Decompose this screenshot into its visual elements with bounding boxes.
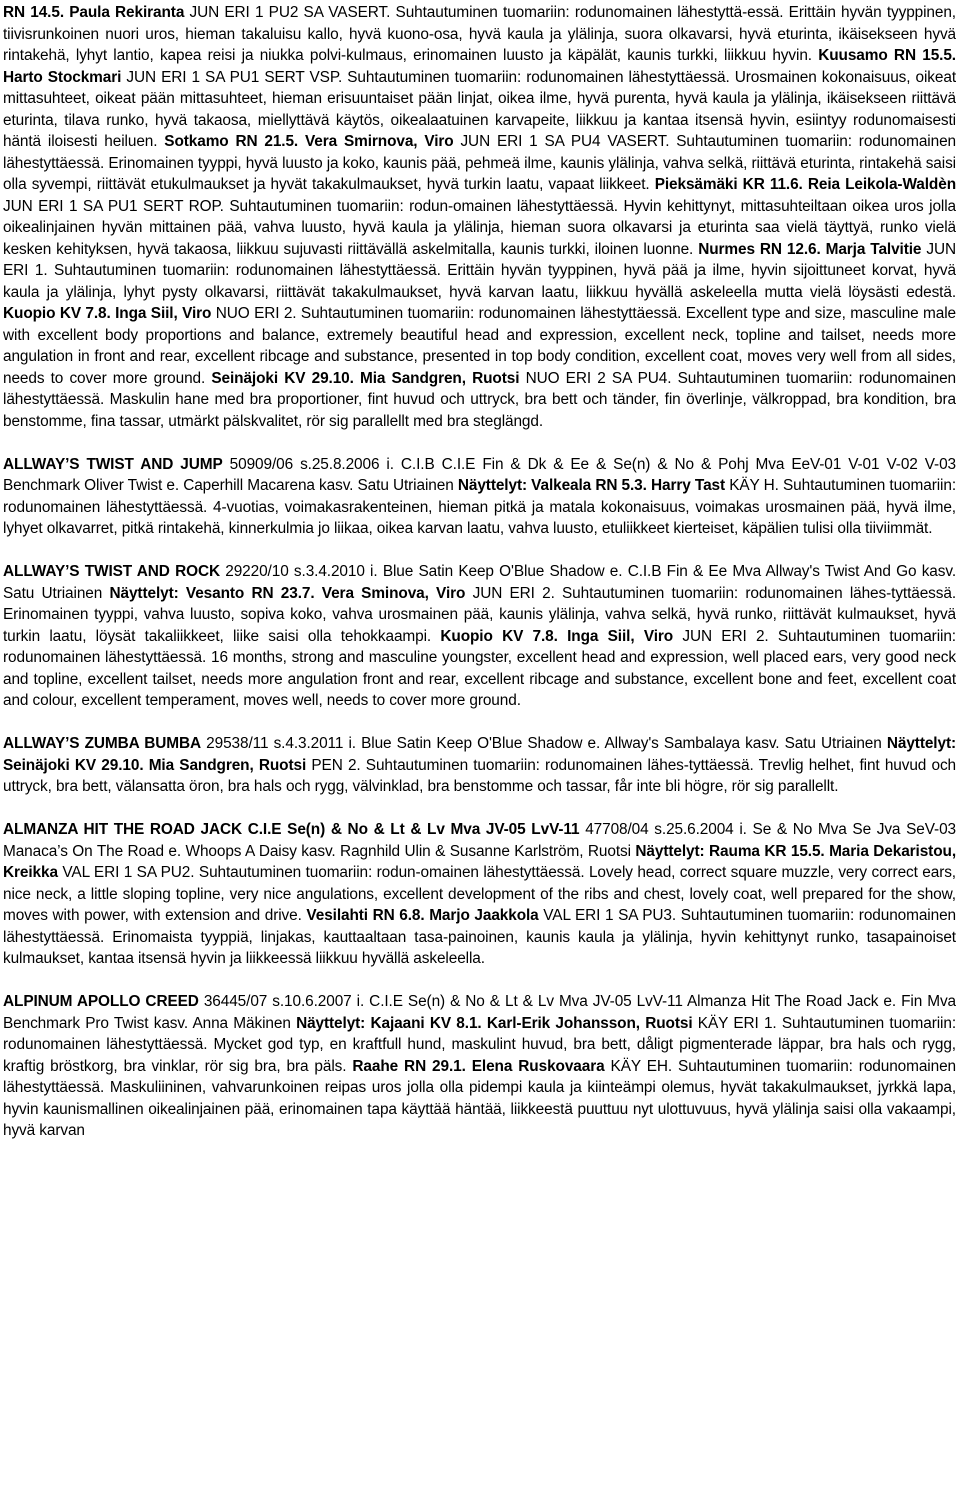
dog-entry-paragraph (3, 733, 956, 798)
text-run: PEN 2. Suhtautuminen tuomariin: rodunomainen lähes-tyttäessä. Trevlig helhet, fint huvud och uttryck, bra bett, välansatta öron, bra hals och rygg, välvinklad, bra benstomme och tassar, får inte bli högre, rör sig parallellt. (3, 756, 956, 795)
bold-text-run: ALPINUM APOLLO CREED (3, 993, 199, 1010)
bold-text-run: Kuopio KV 7.8. Inga Siil, Viro (440, 627, 674, 645)
dog-entry-paragraph (3, 2, 956, 432)
text-run: 29220/10 s.3.4.2010 i. Blue Satin Keep O'Blue Shadow e. C.I.B Fin & Ee Mva Allway's Twist And Go kasv. Satu Utriainen (3, 563, 956, 602)
text-run: KÄY EH. Suhtautuminen tuomariin: rodunomainen lähestyttäessä. Maskuliininen, vahvarunkoinen reipas uros jolla olla pidempi kaula ja kiinteämpi olemus, hyvät takakulmaukset, jyrkkä lapa, hyvin kaunismallinen oikealinjainen pää, erinomainen tapa käyttää häntää, liikkeestä puuttuu nyt ulottuvuus, hyvä ylälinja saisi olla vakaampi, hyvä karvan (3, 1057, 956, 1139)
text-run: KÄY ERI 1. Suhtautuminen tuomariin: rodunomainen lähestyttäessä. Mycket god typ, en kraftfull hund, maskulint huvud, bra bett, dåligt pigmenterade läppar, bra hals och rygg, kraftig bröstkorg, bra vinklar, rör sig bra, bra päls. (3, 1014, 956, 1075)
text-run: 47708/04 s.25.6.2004 i. Se & No Mva Se Jva SeV-03 Manaca’s On The Road e. Whoops A Daisy kasv. Ragnhild Ulin & Susanne Karlström, Ruotsi (3, 821, 956, 860)
dog-entry-paragraph (3, 454, 956, 540)
text-run: JUN ERI 1 SA PU1 SERT ROP. Suhtautuminen tuomariin: rodun-omainen lähestyttäessä. Hyvin kehittynyt, mittasuhteiltaan oikea uros jolla oikealinjainen hyvän mittainen pää, vahva luusto, hyvä kaula ja ylälinja, hieman suora olkavarsi ja eturinta saa vielä täyttyä, runko vielä kesken kehityksen, hyvä takaosa, liikkuu sujuvasti riittävällä askelmitalla, kaunis turkki, iloinen luonne. (3, 197, 956, 258)
text-run: NUO ERI 2. Suhtautuminen tuomariin: rodunomainen lähestyttäessä. Excellent type and size, masculine male with excellent body proportions and balance, extremely beautiful head and expression, excellent neck, topline and tailset, needs more angulation in front and rear, excellent ribcage and substance, presented in top body condition, excellent coat, moves very well from all sides, needs to cover more ground. (3, 305, 956, 387)
dog-entry-paragraph (3, 819, 956, 970)
bold-text-run: Raahe RN 29.1. Elena Ruskovaara (352, 1057, 605, 1075)
text-run: JUN ERI 1 SA PU1 SERT VSP. Suhtautuminen tuomariin: rodunomainen lähestyttäessä. Urosmainen kokonaisuus, oikeat mittasuhteet, oikeat pään mittasuhteet, hieman erisuuntaiset pään linjat, oikea ilme, hyvä purenta, hyvä kaula ja ylälinja, ikäisekseen riittävä eturinta, tilava runko, hyvä takaosa, miellyttävä käytös, oikealaatuinen karvapeite, liikkuu ja kantaa itsensä hyvin, esiintyy rodunomaisesti häntä iloisesti heiluen. (3, 68, 956, 150)
text-run: VAL ERI 1 SA PU3. Suhtautuminen tuomariin: rodunomainen lähestyttäessä. Erinomaista tyyppiä, linjakas, kauttaaltaan tasa-painoinen, kaunis kaula ja ylälinja, hyvin kehittynyt runko, tasapainoiset kulmaukset, kantaa itsensä hyvin ja liikkeessä liikkuu hyvällä askeleella. (3, 907, 956, 967)
bold-text-run: Näyttelyt: Rauma KR 15.5. Maria Dekaristou, Kreikka (3, 842, 956, 881)
bold-text-run: ALLWAY’S TWIST AND JUMP (3, 455, 223, 473)
text-run: JUN ERI 1. Suhtautuminen tuomariin: rodunomainen lähestyttäessä. Erittäin hyvän tyyppinen, hyvä pää ja ilme, hyvin sijoittuneet korvat, hyvä kaula ja ylälinja, lyhyt pysty olkavarsi, riittävät takakulmaukset, hyvä karvan laatu, liikkuu hyvällä askeleella mutta vielä löysästi edestä. (3, 240, 956, 301)
dog-entry-paragraph (3, 561, 956, 712)
text-run: JUN ERI 1 PU2 SA VASERT. Suhtautuminen tuomariin: rodunomainen lähestyttä-essä. Erittäin hyvän tyyppinen, tiivisrunkoinen nuori uros, hieman takaluisu kallo, hyvä kuono-osa, hyvä kaula ja ylälinja, suora olkavarsi, hyvä eturinta, ikäisekseen hyvä rintakehä, lyhyt lantio, kapea reisi ja niukka polvi-kulmaus, erinomainen luusto ja käpälät, kaunis turkki, liikkuu hyvin. (3, 4, 956, 64)
text-run: VAL ERI 1 SA PU2. Suhtautuminen tuomariin: rodun-omainen lähestyttäessä. Lovely head, correct square muzzle, very correct ears, nice neck, a little sloping topline, very nice angulations, excellent development of the ribs and chest, lovely coat, well prepared for the show, moves with power, with extension and drive. (3, 864, 956, 924)
bold-text-run: Näyttelyt: Seinäjoki KV 29.10. Mia Sandgren, Ruotsi (3, 735, 956, 774)
bold-text-run: ALLWAY’S TWIST AND ROCK (3, 563, 220, 580)
bold-text-run: Seinäjoki KV 29.10. Mia Sandgren, Ruotsi (211, 369, 520, 387)
bold-text-run: ALLWAY’S ZUMBA BUMBA (3, 735, 202, 752)
text-run: KÄY H. Suhtautuminen tuomariin: rodunomainen lähestyttäessä. 4-vuotias, voimakasrakenteinen, hieman pitkä ja matala kokonaisuus, voimakas urosmainen pää, hyvä ilme, lyhyet olkavarret, pitkä rintakehä, kinnerkulmia jo liikaa, oikea karvan laatu, vahva luusto, etuliikkeet kierteiset, käpälien tulisi olla tiiviimmät. (3, 477, 956, 537)
bold-text-run: Nurmes RN 12.6. Marja Talvitie (698, 240, 922, 258)
dog-entry-paragraph (3, 991, 956, 1142)
bold-text-run: Näyttelyt: Valkeala RN 5.3. Harry Tast (457, 477, 726, 494)
bold-text-run: Näyttelyt: Vesanto RN 23.7. Vera Sminova, Viro (109, 584, 466, 602)
bold-text-run: Pieksämäki KR 11.6. Reia Leikola-Waldèn (654, 176, 956, 193)
bold-text-run: Sotkamo RN 21.5. Vera Smirnova, Viro (164, 133, 454, 150)
bold-text-run: Kuopio KV 7.8. Inga Siil, Viro (3, 305, 212, 322)
text-run: 50909/06 s.25.8.2006 i. C.I.B C.I.E Fin & Dk & Ee & Se(n) & No & Pohj Mva EeV-01 V-01 V-02 V-03 Benchmark Oliver Twist e. Caperhill Macarena kasv. Satu Utriainen (3, 455, 956, 494)
text-run: JUN ERI 1 SA PU4 VASERT. Suhtautuminen tuomariin: rodunomainen lähestyttäessä. Erinomainen tyyppi, hyvä luusto ja koko, kaunis pää, pehmeä ilme, kaunis ylälinja, vahva selkä, riittävä eturinta, rintakehä saisi olla syvempi, riittävät etukulmaukset ja hyvät takakulmaukset, hyvä turkin laatu, vapaat liikkeet. (3, 133, 956, 193)
bold-text-run: Vesilahti RN 6.8. Marjo Jaakkola (306, 907, 539, 924)
bold-text-run: Näyttelyt: Kajaani KV 8.1. Karl-Erik Johansson, Ruotsi (296, 1014, 693, 1032)
bold-text-run: ALMANZA HIT THE ROAD JACK C.I.E Se(n) & No & Lt & Lv Mva JV-05 LvV-11 (3, 821, 580, 838)
text-run: JUN ERI 2. Suhtautuminen tuomariin: rodunomainen lähes-tyttäessä. Erinomainen tyyppi, vahva luusto, sopiva koko, vahva urosmainen pää, kaunis ylälinja, vahva selkä, hyvä runko, riittävät kulmaukset, hyvä turkin laatu, löysät takaliikkeet, liike saisi olla tehokkaampi. (3, 584, 956, 645)
bold-text-run: Kuusamo RN 15.5. Harto Stockmari (3, 47, 956, 86)
text-run: JUN ERI 2. Suhtautuminen tuomariin: rodunomainen lähestyttäessä. 16 months, strong and masculine youngster, excellent head and expression, well placed ears, very good neck and topline, excellent tailset, needs more angulation front and rear, excellent ribcage and substance, excellent bone and feet, excellent coat and colour, excellent temperament, moves well, needs to cover more ground. (3, 627, 956, 709)
text-run: 36445/07 s.10.6.2007 i. C.I.E Se(n) & No & Lt & Lv Mva JV-05 LvV-11 Almanza Hit The Road Jack e. Fin Mva Benchmark Pro Twist kasv. Anna Mäkinen (3, 993, 956, 1032)
text-run: 29538/11 s.4.3.2011 i. Blue Satin Keep O'Blue Shadow e. Allway's Sambalaya kasv. Satu Utriainen (201, 735, 887, 752)
bold-text-run: RN 14.5. Paula Rekiranta (3, 4, 185, 21)
text-run: NUO ERI 2 SA PU4. Suhtautuminen tuomariin: rodunomainen lähestyttäessä. Maskulin hane med bra proportioner, fint huvud och uttryck, bra bett och tänder, fin överlinje, välkroppad, bra kondition, bra benstomme, fina tassar, utmärkt pälskvalitet, rör sig parallellt med bra steglängd. (3, 369, 956, 430)
